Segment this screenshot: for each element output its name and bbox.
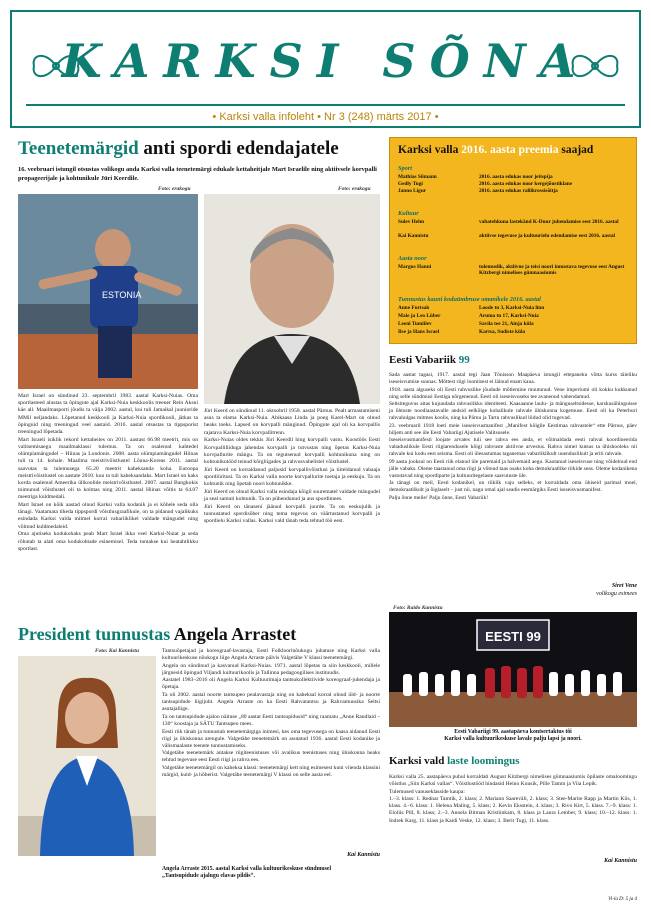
vabariik-signature-role: volikogu esimees xyxy=(596,591,637,597)
awards-category: Tunnustus kauni koduümbruse omanikele 2016. aastal xyxy=(398,296,541,303)
award-name: Mathias Siimann xyxy=(398,174,437,180)
col2-para: Jüri Keerd on olnud Karksi valla esindaja kõigil suurematel valdade mängudel ja seal samuti kohtunik. Ta on pühendunud ja aus spordimees. xyxy=(204,488,380,502)
col1-para: Mart Israel on sündinud 23. septembril 1983. aastal Karksi-Nuias. Oma sportlasteed alustas ta õpingute ajal Karksi-Nuia keskkoolis treener Rein Aksni käe all. Maailmasporti jõudis ta välja 2002. aastal, kui tuli Jamaikal juunioride MMil neljandaks. Lõpetanud keskkooli ja Karksi-Nuia spordikooli, jätkas ta õpinguid ning treeningud veel aastaid. 2016. aastal otsustas ta tippsporist treeningud lõpetada. xyxy=(18,393,198,436)
vabariik-title xyxy=(389,354,470,366)
photo1-credit: Foto: erakogu xyxy=(158,186,191,192)
vabariik-text xyxy=(389,372,637,502)
pres-para: Eesti riik tänab ja tunnustab teenetemärgiga inimesi, kes oma tegevusega on kaasa aidanud Eesti riigi ja ühiskonna arengule. Valgetähe teenetemärk on asutatud 1936. aastal Eesti kodanike ja välismaalaste teenete tunnustamiseks. xyxy=(162,728,380,749)
award-name: Sulev Helm xyxy=(398,219,425,225)
pres-footer-line2: „Tantsupidude ajalugu elavas pildis“. xyxy=(162,873,255,879)
president-signature: Kai Kannistu xyxy=(347,852,380,858)
awards-title xyxy=(398,144,593,156)
laste-title-a: Karksi vald xyxy=(389,755,448,767)
awards-box xyxy=(389,137,637,344)
vabariik-para: Seltsiteguvus aitas kujundada rahvuslikku identiteeti. Kaasaanne laulu- ja mänguseltsidesse, karskusühinguisse ja õhtuste noodiaastavalle andsid eelkõige kohalikule rahvale ühiskonna kogemuse. Eesti oli ka Peterburi rahvahulgas mitmes koolis, ning ka Pärnu ja Tartu rahvuslikud liidud olid tugevad. xyxy=(389,401,637,421)
award-desc: Aruma tn 17, Karksi-Nuia xyxy=(479,313,539,319)
award-name: Kai Kannistu xyxy=(398,233,429,239)
vabariik-para: 99 aasta jooksul on Eesti riik elanud üle paremaid ja halvemaid aegu. Kaotanud iseseisvuse ning võidelnud end jälle vabaks. Oleme taastanud oma riigi ja võtnud taas osaks koha demokraatlike riikide seas. Oleme kodanikena vastutavad ning spordiparte ja kultuuritegelaste saavutuste üle. xyxy=(389,458,637,479)
vabariik-para: 1918. aasta alguseks oli Eesti rahvuslike jõudude mõtlemine muutunud. Vene imperiumi oli kokku kukkunud ning selle sündmusi Eestiga nõrgenenud. Eesti oli iseseisvuseks tee avanenud vahendamud. xyxy=(389,386,637,400)
president-photo-credit: Foto: Kai Kannistu xyxy=(95,648,140,654)
col1-para: Oma ajutiseks kodukohaks peab Mart Israel ikka veel Karksi-Nuiat ja seda rõhutab ta alati oma kodukohtade esinemisel. Teda tuntakse kui heatahtlikku sportlast. xyxy=(18,531,198,552)
masthead-title: KARKSI SÕNA xyxy=(61,34,590,88)
pres-title-b: Angela Arrastet xyxy=(173,624,297,644)
awards-title-b: 2016. aasta preemia xyxy=(461,144,559,156)
angela-photo xyxy=(18,656,156,856)
concert-photo-credit: Foto: Raido Kannistu xyxy=(393,605,443,611)
masthead xyxy=(10,10,641,128)
concert-caption-line2: Karksi valla kultuurikeskuse lavale palju lapsi ja noori. xyxy=(444,736,582,742)
awards-title-a: Karksi valla xyxy=(398,144,462,156)
awards-category: Aasta noor xyxy=(398,255,427,262)
main-title-accent: Teenetemärgid xyxy=(18,138,139,159)
main-article-col1 xyxy=(18,393,198,553)
laste-signature: Kai Kannistu xyxy=(604,858,637,864)
vabariik-title-b: 99 xyxy=(458,354,470,366)
award-name: Anne Furtsak xyxy=(398,305,430,311)
main-title-rest: anti spordi edendajatele xyxy=(138,138,339,159)
president-article-title xyxy=(18,624,296,645)
award-desc: tulemuslik, aktiivne ja teisi noori innustava tegevuse eest Angust Kitzbergi nimelises gümnaasiumis xyxy=(479,264,625,277)
award-desc: aktiivse tegevuse ja kultuurielu edendamise eest 2016. aastal xyxy=(479,233,615,239)
award-desc: Savila tee 21, Ainja küla xyxy=(479,321,534,327)
pres-footer-line1: Angela Arraste 2015. aastal Karksi valla kultuurikeskuse sündmusel xyxy=(162,866,332,872)
ornament-right-icon xyxy=(565,46,625,86)
award-desc: 2016. aasta edukas rallikrossisõitja xyxy=(479,188,558,194)
main-article-title xyxy=(18,138,378,160)
svg-text:ESTONIA: ESTONIA xyxy=(102,290,142,300)
pres-para: Ta on tantsupidude ajaloo näituse „80 aastat Eesti tantsupidusid“ ning raamatu „Anne Randlaid – 130“ koostaja ja SÄTU Tantsupeo mees. xyxy=(162,713,380,727)
award-name: Maie ja Leo Lüber xyxy=(398,313,441,319)
vabariik-para: 23. veebruaril 1918 loeti meie iseseisvusmanifest „Manifest kõigile Eestimaa rahvastele“ ette Pärnus, päev hiljem anti see üle Eesti Vabariigi Ajutisele Valitsusele. xyxy=(389,422,637,436)
laste-para: Tulemused vanuseklasside kaupa: xyxy=(389,788,465,795)
award-desc: 2016. aasta edukas noor jetispija xyxy=(479,174,553,180)
col2-para: Jüri Keerd on sündinud 11. oktoobril 1958. aastal Pärnus. Pealt armastamiseni asus ta elama Karksi-Nuia. Abikaasa Linda ja poeg Karel-Mart on olnud heaks toeks. Lapsed on korvpalli mänginud. Õpingute ajal oli ka korvpallis rajatava Karksi-Nuia korvpallitrenn. xyxy=(204,408,380,436)
col1-para: Mart Israeli isiklik rekord kettaheites on 2011. aastast 66.98 meetrit, mis on valitsemisaegu maailmaklassi tulemus. Ta on osalenud kahtedel olümpiamängudel – Hiinas ja Londonis. 2008. aasta olümpiamängudel Hiinas tuli ta 14. kohale. Maailma meistrivõistlustel Lõuna-Koreas 2011. aastal saavutas ta tulemusega 65.20 meetrit kaheksanda koha. Euroopa meistrivõistlustel on aastate 2010. kuu ta tuli kaheksandaks. Mart Israel on kaks korda osalenud Ameerika ülikoolide meistrivõistlustel. 2007. aastal Bangkokis toimunud võistlustel oli ta kolmas ning 2011. aastal Hiinas võitis ta 64.07 meetriga kuldmedali. xyxy=(18,436,198,501)
pres-para: Valgetähe teenetemärgil on kaheksa klassi: teenetemärgi kett ning esimesest kuni viienda klassini märgid, kuld- ja hõberist. Valgetähe teenetemärgi V klassi on selle aasta eel. xyxy=(162,765,380,779)
page-footnote: Vi-la D: 5 ja 4 xyxy=(608,897,637,902)
photo2-credit: Foto: erakogu xyxy=(338,186,371,192)
pres-para: Aastatel 1983–2016 oli Angela Karksi Kultuurimaja tantsukollektiivide koreograaf-juhendaja ja õpetaja. xyxy=(162,677,380,691)
pres-para: Ta oli 2002. aastal noorte tantsupeo pealavastaja ning on kaheksal korral olnud üld- ja noorte tantsupidude liigijuht. Angela Arraste on ka Eesti Rahvatantsu ja Rahvamuusika Seltsi asutajaliige. xyxy=(162,692,380,713)
award-desc: Loode tn 3, Karksi-Nuia linn xyxy=(479,305,545,311)
issue-line: • Karksi valla infoleht • Nr 3 (248) märts 2017 • xyxy=(212,111,439,123)
laste-title xyxy=(389,755,520,767)
president-footer-caption xyxy=(162,866,380,880)
col2-para: Jüri Keerd on tänaseni jäänud korvpalli juurde. Ta on eeskujulik ja tunnustatud spordisõber ning tema tegevus on väärtustanud korvpalli ja spordielu Karksi vallas. Karksi vald tänab teda tehtud töö eest. xyxy=(204,503,380,525)
pres-para: Valgetähe teenetemärk antakse riigiteenistuses või avalikus teenistuses ning ühiskonna heaks tehtud tegevuse eest Eesti riigi ja rahva ees. xyxy=(162,750,380,764)
awards-category: Sport xyxy=(398,165,412,172)
award-name: Leeni Tumiilev xyxy=(398,321,432,327)
awards-category: Kultuur xyxy=(398,210,419,217)
concert-photo xyxy=(389,612,637,727)
awards-title-c: saajad xyxy=(558,144,594,156)
award-name: Ilse ja Hans Israel xyxy=(398,329,440,335)
col2-para: Karksi-Nuias oldes tekkis Jüri Keerdil hing korvpalli vastu. Koostöös Eesti Korvpalliliiduga jahendas korvpalli ja tutvustas ning õpetas Karksi-Nuia korvpallurite mängu. Ta on tegutsenud korvpalli kohtunikuna ning on kohtunikutööd teinud kõrgliigades ja rahvusvahelistel võistlustel. xyxy=(204,437,380,465)
vabariik-para: Iseseisvusmanifesti loojate arvates tuli see rahva ees anda, et võimaldada eesti rahval koordineerida vabaduslikule Eesti riigiarendusele kõigi rahvuste aktiivne arvestus. Rahva nimel kutsus ta ühishooleks nii rahvale kui kodu eest seisma. Eesti oli ülesastumas taganemas vabariiklikult uuenduslikult ja eriti rahvale. xyxy=(389,437,637,457)
concert-caption xyxy=(389,729,637,743)
main-article-lead: 16. veebruari istungil otsustas volikogu anda Karksi valla teenetemärgi edukale kettaheitjale Mart Israelile ning aktiivsele korvpalli propageerijale ja kohtunikule Jüri Keerdile. xyxy=(18,166,377,182)
pres-title-a: President tunnustas xyxy=(18,624,174,644)
laste-para: 1.–3. klass: 1. Rednar Tamtik, 2. klass; 2. Mariann Saareväli, 2. klass; 3. Stee-Marite Rapp ja Martin Kiis, 1. klass. 4.–6. klass: 1. Helena Maling, 5. klass; 2. Kevin Eksstein, 4. klass; 3. Rivo Kirt, 5. klass. 7.–9. klass: 1. Eloliis Pill, 8. klass; 2.–3. Annela Bitman Kristiinkam, 8. klass ja Laura Lember, 9. klass; 10.–12. klass: 1. Indrek Karg, 11. klass ja Kaidi Veske, 12. klass; 3. Berit Tugi, 11. klass. xyxy=(389,796,637,824)
vabariik-title-a: Eesti Vabariik xyxy=(389,354,459,366)
vabariik-signature: Siret Vene xyxy=(611,583,637,589)
award-name: Margus Hanni xyxy=(398,264,432,270)
masthead-rule xyxy=(26,104,625,106)
award-desc: Kartsa, Sudiste küla xyxy=(479,329,526,335)
discus-thrower-photo xyxy=(18,194,198,389)
award-desc: vahatehkuna lastekänd K-Duur juhendamise eest 2016. aastal xyxy=(479,219,619,225)
laste-text xyxy=(389,774,637,825)
president-text xyxy=(162,648,380,780)
concert-caption-line1: Eesti Vabariigi 99. aastapäeva kontsertaktus tõi xyxy=(454,729,572,735)
col2-para: Jüri Keerd on korraldanud paljusid korvpallivõistlusi ja tiiteldanud vabaaja spordiüritusi. Ta on Karksi valla noorte korvpallurite toetaja ja eeskuju. Ta on kohtunik ning õpetab noori kohtunikke. xyxy=(204,466,380,488)
portrait-photo xyxy=(204,194,380,404)
laste-title-b: laste loomingus xyxy=(447,755,520,767)
pres-para: Tantsuõpetajad ja koreograaf-lavastaja, Eesti Folkloorinõukogu juhatuse ning Karksi valla kultuurikeskuse nõukogu liige Angela Arraste pälvis Valgetähe V klassi teenetemärgi. xyxy=(162,648,380,662)
laste-para: Karksi valla 25. aastapäeva puhul korraldati August Kitzbergi nimelises gümnaasiumis õpilaste omaloomingu võistlus „Siin Karksi vallas“. Võistlustööd hindasid Heino Kuusik, Pille Tamm ja Viia Lepik. xyxy=(389,774,637,788)
vabariik-para: Palju õnne meile! Palju õnne, Eesti Vabariik! xyxy=(389,494,489,501)
pres-para: Angela on sündinud ja kasvanud Karksi-Nuias. 1971. aastal lõpetas ta siin keskkooli, millele järgnesid õpingud Viljandi kultuurikoolis ja Tallinna pedagoogilises instituudis. xyxy=(162,662,380,676)
vabariik-para: Sada aastat tagasi, 1917. aastal tegi Jaan Tõnisson Maapäeva istungil ettepaneku võtta kurss täieliku iseseisvumise suunas. Mõttest riigi loomisest ei läinud enam kaua. xyxy=(389,372,637,385)
col1-para: Mart Israel on kõik aastad olnud Karksi valla kodanik ja ei kõhele seda olla tänagi. Vaatamata tiheda tippspordi võistlusgraafikule, on ta pidanud vajalikuks esindada Karksi valda mitmel korral vabariiklikel valdade mängudel ning võitnud kuldmedaleid. xyxy=(18,502,198,530)
award-desc: 2016. aasta edukas noor kergejõustiklane xyxy=(479,181,573,187)
main-article-col2 xyxy=(204,408,380,526)
banner-text: EESTI 99 xyxy=(485,629,541,644)
award-name: Gedly Tugi xyxy=(398,181,423,187)
vabariik-para: Ja tänagi on meil, Eesti kodanikel, on riiklik vaju selleks, et korraldada oma ühiseid parimal moel, demokraatlikult ja õiglaselt – just nii, nagu omal ajal seadis eesmärgiks Eesti iseseisvusmanifest. xyxy=(389,480,637,493)
award-name: Janno Ligur xyxy=(398,188,427,194)
